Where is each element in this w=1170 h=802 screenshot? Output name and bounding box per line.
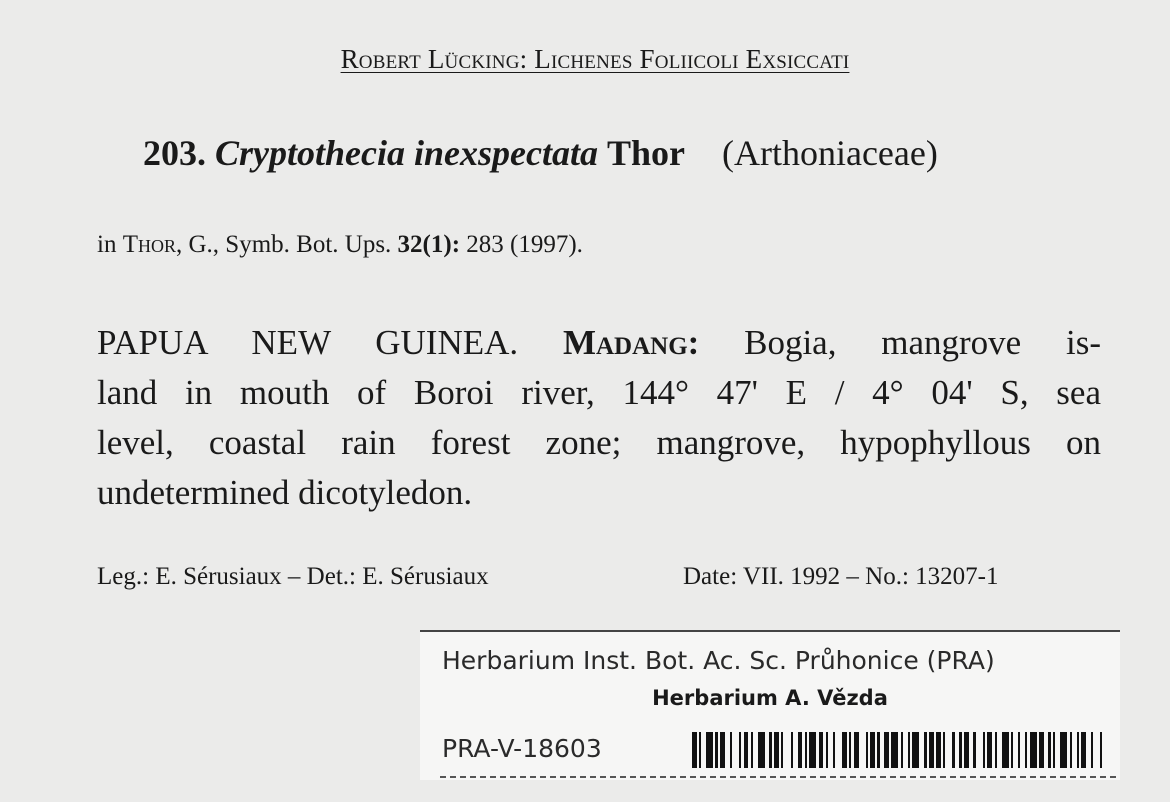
citation-prefix: in xyxy=(97,231,117,258)
accession-number: PRA-V-18603 xyxy=(442,734,602,763)
herbarium-institution: Herbarium Inst. Bot. Ac. Sc. Průhonice (PRA) xyxy=(442,646,995,675)
barcode-bar xyxy=(945,732,952,768)
barcode-bar xyxy=(809,732,816,768)
exsiccata-number: 203. xyxy=(143,133,206,173)
cut-line-divider xyxy=(440,776,1116,778)
barcode-graphic xyxy=(692,732,1108,768)
series-title-text: Robert Lücking: Lichenes Foliicoli Exsiccati xyxy=(340,44,850,74)
barcode-bar xyxy=(1002,732,1009,768)
locality-line-2: land in mouth of Boroi river, 144° 47' E / 4° 04' S, sea xyxy=(97,373,1101,412)
barcode-bar xyxy=(1030,732,1037,768)
locality-line-4: undetermined dicotyledon. xyxy=(97,473,473,512)
barcode-bar xyxy=(758,732,765,768)
barcode-bar xyxy=(859,732,866,768)
locality-description xyxy=(97,318,1101,518)
citation-volume: 32(1): xyxy=(397,231,461,258)
specimen-title xyxy=(143,132,938,174)
barcode-bar xyxy=(732,732,739,768)
herbarium-collection: Herbarium A. Vězda xyxy=(652,686,888,710)
country: PAPUA NEW GUINEA. xyxy=(97,323,519,362)
barcode-bar xyxy=(835,732,842,768)
barcode-bar xyxy=(912,732,919,768)
locality-line-3: level, coastal rain forest zone; mangrove, hypophyllous on xyxy=(97,423,1101,462)
family-name: (Arthoniaceae) xyxy=(721,133,938,173)
barcode-bar xyxy=(976,732,983,768)
province: Madang: xyxy=(562,323,700,362)
date-and-number: Date: VII. 1992 – No.: 13207-1 xyxy=(683,563,999,590)
herbarium-label xyxy=(420,630,1120,780)
locality-line-1 xyxy=(97,318,1101,368)
species-author: Thor xyxy=(606,133,685,173)
species-name: Cryptothecia inexspectata xyxy=(215,133,598,173)
locality-line-1-rest: Bogia, mangrove is- xyxy=(744,323,1102,362)
barcode-bar xyxy=(1093,732,1100,768)
citation-pages: 283 (1997). xyxy=(466,231,583,258)
barcode-bar xyxy=(891,732,898,768)
literature-citation xyxy=(97,231,583,259)
citation-journal: , G., Symb. Bot. Ups. xyxy=(175,231,392,258)
citation-author: Thor xyxy=(122,231,176,258)
collector-determiner: Leg.: E. Sérusiaux – Det.: E. Sérusiaux xyxy=(97,563,489,590)
barcode-bar xyxy=(783,732,790,768)
exsiccata-series-title xyxy=(0,44,1170,75)
barcode-bar xyxy=(1102,732,1107,768)
barcode-bar xyxy=(1060,732,1067,768)
barcode-bar xyxy=(706,732,713,768)
